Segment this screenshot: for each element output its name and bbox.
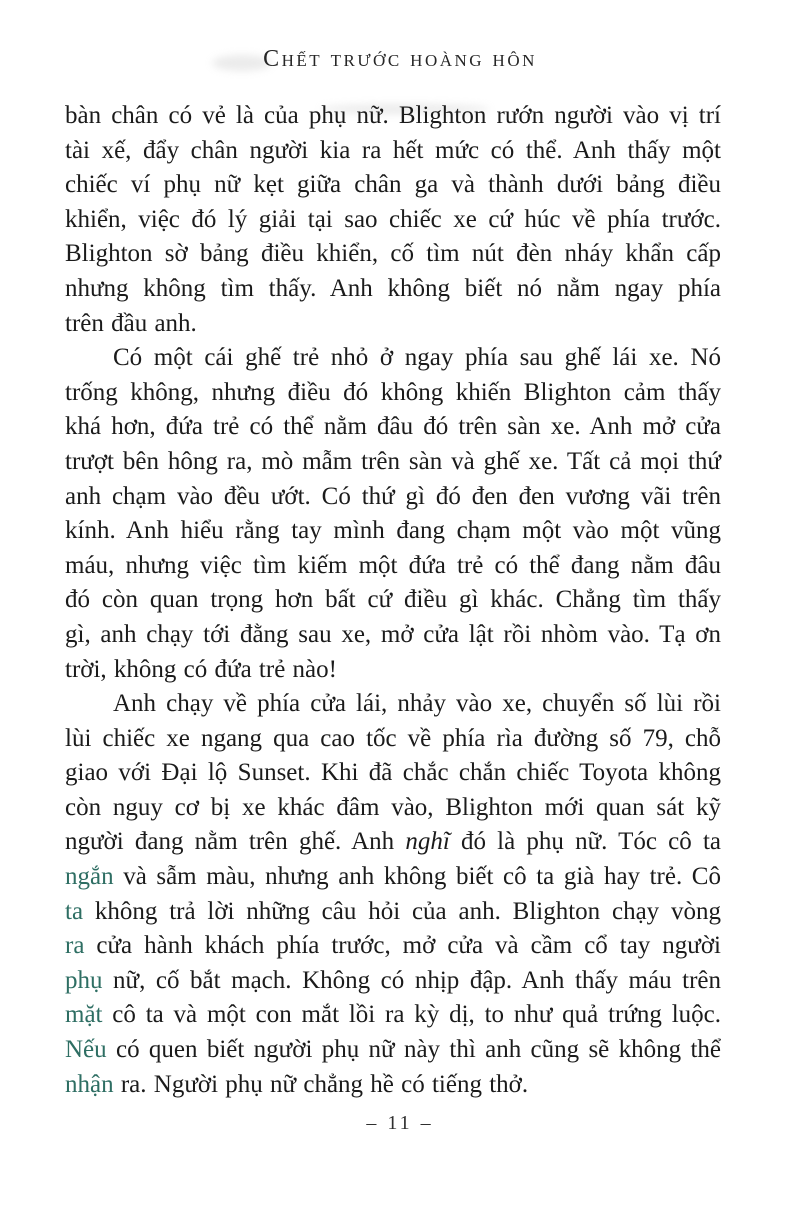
text-segment: chiếc ví phụ nữ kẹt giữa chân ga và thành dưới bảng điều bbox=[65, 171, 721, 199]
text-segment: khiển, việc đó lý giải tại sao chiếc xe cứ húc về phía trước. bbox=[65, 205, 721, 233]
text-segment: trời, không có đứa trẻ nào! bbox=[65, 655, 337, 683]
text-segment: Blighton sờ bảng điều khiển, cố tìm nút đèn nháy khẩn cấp bbox=[65, 240, 721, 268]
tinted-text: nhận bbox=[65, 1070, 114, 1098]
text-line bbox=[65, 445, 721, 480]
text-segment: khá hơn, đứa trẻ có thể nằm đâu đó trên sàn xe. Anh mở cửa bbox=[65, 413, 721, 441]
text-line bbox=[65, 998, 721, 1033]
text-line bbox=[65, 307, 721, 342]
text-segment: anh chạm vào đều ướt. Có thứ gì đó đen đen vương vãi trên bbox=[65, 482, 721, 510]
text-line bbox=[65, 860, 721, 895]
text-segment: cửa hành khách phía trước, mở cửa và cầm cổ tay người bbox=[84, 932, 721, 960]
text-line bbox=[65, 791, 721, 826]
text-line bbox=[65, 756, 721, 791]
body-text bbox=[65, 99, 721, 1102]
text-segment: người đang nằm trên ghế. Anh bbox=[65, 828, 406, 856]
text-segment: ra. Người phụ nữ chẳng hề có tiếng thở. bbox=[113, 1070, 529, 1098]
text-segment: trên đầu anh. bbox=[65, 309, 197, 337]
text-line bbox=[65, 134, 721, 169]
text-line bbox=[65, 825, 721, 860]
page-number: – 11 – bbox=[366, 1112, 434, 1134]
text-line bbox=[65, 99, 721, 134]
text-segment: trống không, nhưng điều đó không khiến Blighton cảm thấy bbox=[65, 378, 721, 406]
text-segment: Anh chạy về phía cửa lái, nhảy vào xe, chuyển số lùi rồi bbox=[113, 690, 721, 718]
text-line bbox=[65, 687, 721, 722]
text-line bbox=[65, 514, 721, 549]
text-line bbox=[65, 895, 721, 930]
text-line bbox=[65, 480, 721, 515]
tinted-text: ngắn bbox=[65, 863, 114, 891]
tinted-text: mặt bbox=[65, 1001, 103, 1029]
text-line bbox=[65, 583, 721, 618]
tinted-text: Nếu bbox=[65, 1036, 107, 1064]
text-line bbox=[65, 929, 721, 964]
text-line bbox=[65, 203, 721, 238]
italic-text: nghĩ bbox=[405, 828, 450, 856]
text-segment: đó là phụ nữ. Tóc cô ta bbox=[449, 828, 721, 856]
text-segment: gì, anh chạy tới đằng sau xe, mở cửa lật rồi nhòm vào. Tạ ơn bbox=[65, 620, 721, 648]
text-segment: Có một cái ghế trẻ nhỏ ở ngay phía sau ghế lái xe. Nó bbox=[113, 344, 721, 372]
text-segment: có quen biết người phụ nữ này thì anh cũng sẽ không thể bbox=[106, 1036, 721, 1064]
text-segment: lùi chiếc xe ngang qua cao tốc về phía rìa đường số 79, chỗ bbox=[65, 724, 721, 752]
tinted-text: phụ bbox=[65, 966, 103, 994]
text-line bbox=[65, 410, 721, 445]
text-segment: trượt bên hông ra, mò mẫm trên sàn và ghế xe. Tất cả mọi thứ bbox=[65, 447, 721, 475]
text-segment: tài xế, đẩy chân người kia ra hết mức có thể. Anh thấy một bbox=[65, 136, 721, 164]
text-line bbox=[65, 272, 721, 307]
text-line bbox=[65, 237, 721, 272]
text-segment: kính. Anh hiểu rằng tay mình đang chạm một vào một vũng bbox=[65, 517, 721, 545]
text-line bbox=[65, 376, 721, 411]
text-segment: và sẫm màu, nhưng anh không biết cô ta già hay trẻ. Cô bbox=[113, 863, 721, 891]
text-segment: nữ, cố bắt mạch. Không có nhịp đập. Anh thấy máu trên bbox=[102, 966, 721, 994]
text-line bbox=[65, 618, 721, 653]
text-line bbox=[65, 653, 721, 688]
text-line bbox=[65, 1033, 721, 1068]
tinted-text: ta bbox=[65, 897, 84, 925]
text-line bbox=[65, 964, 721, 999]
text-segment: nhưng không tìm thấy. Anh không biết nó nằm ngay phía bbox=[65, 274, 721, 302]
text-line bbox=[65, 549, 721, 584]
tinted-text: ra bbox=[65, 932, 85, 960]
text-line bbox=[65, 1068, 721, 1103]
text-segment: giao với Đại lộ Sunset. Khi đã chắc chắn chiếc Toyota không bbox=[65, 759, 721, 787]
text-segment: cô ta và một con mắt lồi ra kỳ dị, to như quả trứng luộc. bbox=[102, 1001, 721, 1029]
text-segment: bàn chân có vẻ là của phụ nữ. Blighton rướn người vào vị trí bbox=[65, 102, 721, 129]
running-head: Chết trước hoàng hôn bbox=[263, 46, 537, 72]
text-line bbox=[65, 168, 721, 203]
text-line bbox=[65, 722, 721, 757]
text-segment: đó còn quan trọng hơn bất cứ điều gì khác. Chẳng tìm thấy bbox=[65, 586, 721, 614]
text-segment: máu, nhưng việc tìm kiếm một đứa trẻ có thể đang nằm đâu bbox=[65, 551, 721, 579]
text-segment: không trả lời những câu hỏi của anh. Blighton chạy vòng bbox=[83, 897, 721, 925]
text-segment: còn nguy cơ bị xe khác đâm vào, Blighton mới quan sát kỹ bbox=[65, 793, 721, 821]
text-line bbox=[65, 341, 721, 376]
